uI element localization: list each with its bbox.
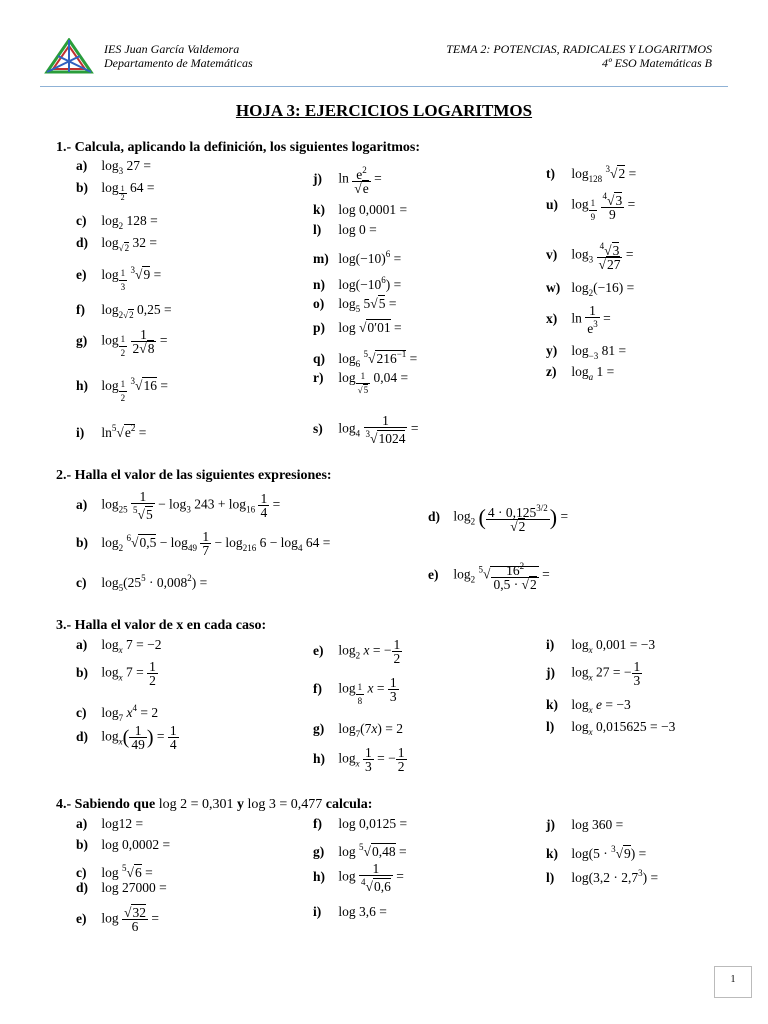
- exercise-4d: d) log 27000 =: [76, 880, 167, 895]
- exercise-2e: e) $\log_2 ^5√$ $\frac{16^2}{0,5 \cdot √2}$ =: [428, 561, 550, 592]
- exercise-3b: b) $\log_x 7$ = $\frac{1}{2}$: [76, 659, 156, 688]
- exercise-1p: p) log √0′01 =: [313, 320, 402, 335]
- exercise-1a: a) $\log_3 27$ =: [76, 158, 152, 176]
- item-label: j): [313, 170, 322, 186]
- exercise-4k: k) log(5 · $^3$√9) =: [546, 844, 647, 861]
- page-title: HOJA 3: EJERCICIOS LOGARITMOS: [235, 101, 533, 120]
- exercise-1g: g) log $_{\frac{1}{2}}$ $\frac{1}{2√8}$ =: [76, 327, 168, 359]
- item-label: r): [313, 370, 324, 385]
- exercise-4l: l) $\log(3,2 \cdot 2,7^3)$ =: [546, 868, 659, 885]
- topic-name: TEMA 2: POTENCIAS, RADICALES Y LOGARITMOS: [446, 42, 712, 56]
- exercise-1n: n) $\log(-10^6)$ =: [313, 275, 402, 292]
- item-label: a): [76, 158, 88, 173]
- exercise-1z: z) $\log_a 1$ =: [546, 364, 615, 382]
- exercise-3a: a) $\log_x 7 = -2$: [76, 637, 162, 655]
- item-label: c): [76, 213, 87, 228]
- section-4-and: y: [237, 797, 244, 812]
- given-log2: log 2 = 0,301: [158, 797, 234, 812]
- section-4-heading-post: calcula:: [325, 797, 373, 812]
- exercise-1y: y) $\log_{-3} 81$ =: [546, 343, 627, 361]
- exercise-4c: c) log $^5$√6 =: [76, 863, 153, 880]
- item-label: i): [76, 425, 85, 440]
- exercise-3e: e) $\log_2 x$ = − $\frac{1}{2}$: [313, 637, 401, 666]
- item-label: v): [546, 246, 558, 262]
- item-label: t): [546, 166, 555, 181]
- item-label: b): [76, 180, 89, 195]
- item-label: z): [546, 364, 557, 379]
- exercise-3l: l) $\log_x 0,015625 = -3$: [546, 719, 676, 737]
- section-2-heading: 2.- Halla el valor de las siguientes expresiones:: [56, 468, 332, 483]
- item-label: m): [313, 251, 329, 266]
- given-log3: log 3 = 0,477: [247, 797, 323, 812]
- exercise-1w: w) $\log_2(-16)$ =: [546, 280, 635, 298]
- exercise-3h: h) $\log_x$ $\frac{1}{3}$ = − $\frac{1}{2}$: [313, 745, 405, 774]
- item-label: d): [76, 235, 89, 250]
- exercise-4f: f) log 0,0125 =: [313, 816, 408, 831]
- exercise-4a: a) log12 =: [76, 816, 144, 831]
- course-name: 4º ESO Matemáticas B: [601, 56, 712, 70]
- exercise-4j: j) log 360 =: [546, 817, 624, 832]
- exercise-3c: c) $\log_7 x^4 = 2$: [76, 703, 159, 723]
- item-label: n): [313, 277, 326, 292]
- exercise-4i: i) log 3,6 =: [313, 904, 387, 919]
- exercise-4g: g) log $^5$√0,48 =: [313, 842, 407, 859]
- exercise-1u: u) log $_{\frac{1}{9}}$ $\frac{^4√3}{9}$ =: [546, 191, 636, 223]
- exercise-1q: q) $\log_6 ^5√216^{-1}$ =: [313, 349, 418, 369]
- exercise-1f: f) $\log_{2√2} 0,25$ =: [76, 302, 172, 320]
- item-label: l): [313, 222, 322, 237]
- exercise-1d: d) $\log_{√2} 32$ =: [76, 235, 157, 253]
- exercise-1h: h) log $_{\frac{1}{2}}$ $^3$√16 =: [76, 376, 168, 404]
- exercise-4h: h) log $\frac{1}{^4√0,6}$ =: [313, 861, 404, 894]
- page-number: 1: [714, 966, 752, 998]
- exercise-1t: t) $\log_{128} ^3√2$ =: [546, 164, 637, 184]
- item-label: f): [76, 302, 85, 317]
- item-label: g): [76, 332, 88, 348]
- exercise-1x: x) ln $\frac{1}{e^3}$ =: [546, 303, 611, 336]
- exercise-4e: e) log $\frac{√32}{6}$ =: [76, 905, 159, 934]
- exercise-4b: b) log 0,0002 =: [76, 837, 171, 852]
- item-label: u): [546, 196, 559, 212]
- exercise-1i: i) $\ln^5√e^2$ =: [76, 423, 147, 440]
- section-3-heading: 3.- Halla el valor de x en cada caso:: [56, 618, 267, 633]
- exercise-1k: k) log 0,0001 =: [313, 202, 408, 217]
- department-name: Departamento de Matemáticas: [104, 56, 253, 70]
- item-label: y): [546, 343, 558, 358]
- item-label: o): [313, 296, 325, 311]
- exercise-1e: e) log $_{\frac{1}{3}}$ $^3$√9 =: [76, 265, 162, 293]
- section-4-heading: [56, 797, 372, 813]
- exercise-2d: d) $\log_2$ ( $\frac{4 \cdot 0,125^{3/2}}{√2}$ ) =: [428, 503, 569, 534]
- exercise-2a: a) $\log_{25}$ $\frac{1}{^5√5}$ − $\log_3 243 + \log_{16}$ $\frac{1}{4}$ =: [76, 489, 281, 522]
- school-name: IES Juan García Valdemora: [104, 42, 240, 56]
- item-label: e): [76, 267, 87, 282]
- school-logo: [44, 38, 94, 74]
- exercise-1c: c) $\log_2 128$ =: [76, 213, 158, 231]
- exercise-3g: g) $\log_7(7x) = 2$: [313, 721, 403, 739]
- item-label: q): [313, 351, 326, 366]
- item-label: p): [313, 320, 326, 335]
- section-4-heading-pre: 4.- Sabiendo que: [56, 797, 156, 812]
- exercise-3d: d) $\log_x$( $\frac{1}{49}$ ) = $\frac{1}{4}$: [76, 723, 177, 752]
- item-label: k): [313, 202, 326, 217]
- item-label: s): [313, 420, 323, 436]
- exercise-1v: v) $\log_3$ $\frac{^4√3}{√27}$ =: [546, 241, 634, 272]
- exercise-3j: j) $\log_x 27$ = − $\frac{1}{3}$: [546, 659, 641, 688]
- exercise-1r: r) log $_{\frac{1}{√5}}$ 0,04 =: [313, 370, 409, 396]
- exercise-1j: j) ln $\frac{e^2}{√e}$ =: [313, 165, 382, 196]
- exercise-1b: b) log $_{\frac{1}{2}}$ 64 =: [76, 180, 155, 203]
- section-1-heading: 1.- Calcula, aplicando la definición, los siguientes logaritmos:: [56, 140, 421, 155]
- exercise-1o: o) $\log_5 5√5$ =: [313, 296, 397, 314]
- item-label: w): [546, 280, 561, 295]
- header-divider: [40, 86, 728, 87]
- item-label: h): [76, 378, 89, 393]
- exercise-2c: c) $\log_5(25^5 \cdot 0,008^2)$ =: [76, 573, 208, 593]
- exercise-1m: m) $\log(-10)^6$ =: [313, 249, 402, 266]
- item-label: x): [546, 310, 558, 326]
- exercise-3k: k) $\log_x e = -3$: [546, 697, 631, 715]
- exercise-1l: l) log 0 =: [313, 222, 377, 237]
- exercise-1s: s) $\log_4$ $\frac{1}{^3√1024}$ =: [313, 413, 419, 446]
- exercise-2b: b) $\log_2 ^6√0,5 - \log_{49}$ $\frac{1}{7}$ − $\log_{216} 6 - \log_4 64$ =: [76, 529, 331, 559]
- exercise-3i: i) $\log_x 0,001 = -3$: [546, 637, 656, 655]
- exercise-3f: f) log $_{\frac{1}{8}}$ x = $\frac{1}{3}$: [313, 675, 397, 707]
